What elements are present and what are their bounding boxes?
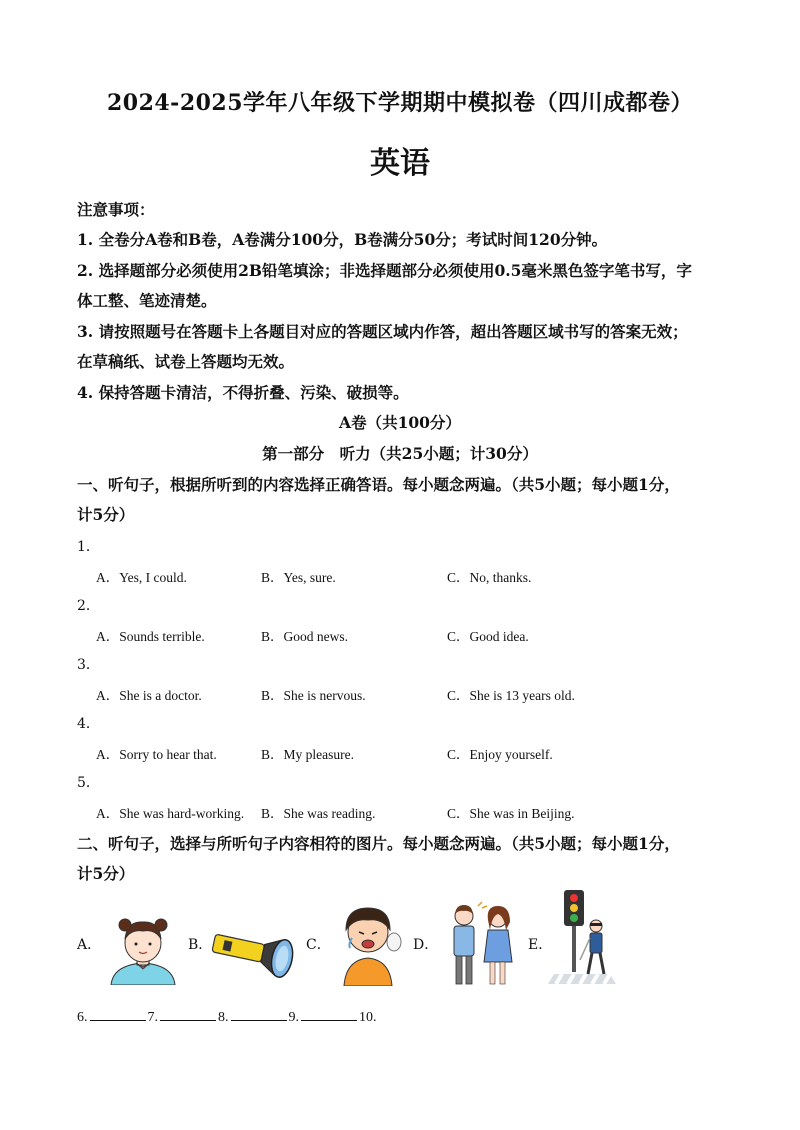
option-a: A．Sounds terrible. [96, 629, 205, 644]
notice-item: 2. 选择题部分必须使用2B铅笔填涂；非选择题部分必须使用0.5毫米黑色签字笔书写，字 [77, 261, 692, 280]
couple-talking-icon [442, 900, 522, 988]
option-a: A．Sorry to hear that. [96, 747, 217, 762]
part1-instruction: 计5分） [77, 505, 135, 524]
notice-item: 在草稿纸、试卷上答题均无效。 [77, 352, 295, 371]
notice-item: 4. 保持答题卡清洁，不得折叠、污染、破损等。 [77, 383, 409, 402]
subject-title: 英语 [370, 146, 430, 181]
picture-label-d: D． [413, 937, 439, 953]
girl-portrait-icon [105, 915, 181, 985]
answer-blank[interactable] [160, 1006, 216, 1021]
option-a: A．Yes, I could. [96, 570, 187, 585]
picture-label-e: E． [528, 937, 553, 953]
blank-label: 7. [147, 1010, 158, 1025]
blank-label: 8. [218, 1010, 229, 1025]
question-number: 2． [77, 598, 100, 614]
question-number: 5． [77, 775, 100, 791]
blank-label: 6. [77, 1010, 88, 1025]
notice-item: 1. 全卷分A卷和B卷，A卷满分100分，B卷满分50分；考试时间120分钟。 [77, 230, 608, 249]
notice-heading: 注意事项： [77, 200, 155, 219]
question-number: 1． [77, 539, 100, 555]
picture-label-b: B． [188, 937, 213, 953]
traffic-light-crosswalk-icon [546, 888, 618, 988]
notice-item: 体工整、笔迹清楚。 [77, 291, 217, 310]
option-b: B．My pleasure. [261, 747, 354, 762]
part2-instruction: 二、听句子，选择与所听句子内容相符的图片。每小题念两遍。（共5小题；每小题1分， [77, 834, 680, 853]
part-heading: 第一部分 听力（共25小题；计30分） [262, 444, 538, 463]
flashlight-icon [208, 925, 304, 987]
notice-item: 3. 请按照题号在答题卡上各题目对应的答题区域内作答，超出答题区域书写的答案无效； [77, 322, 688, 341]
answer-blanks [77, 1006, 377, 1026]
option-b: B．Yes, sure. [261, 570, 336, 585]
part1-instruction: 一、听句子，根据所听到的内容选择正确答语。每小题念两遍。（共5小题；每小题1分， [77, 475, 680, 494]
option-c: C．She is 13 years old. [447, 688, 575, 703]
option-b: B．Good news. [261, 629, 348, 644]
option-c: C．She was in Beijing. [447, 806, 575, 821]
option-c: C．No, thanks. [447, 570, 532, 585]
picture-label-c: C． [306, 937, 331, 953]
option-c: C．Good idea. [447, 629, 529, 644]
part2-instruction: 计5分） [77, 864, 135, 883]
volume-heading: A卷（共100分） [339, 413, 461, 432]
question-number: 4． [77, 716, 100, 732]
answer-blank[interactable] [301, 1006, 357, 1021]
page-title: 2024-2025学年八年级下学期期中模拟卷（四川成都卷） [106, 90, 694, 116]
blank-label: 10. [359, 1010, 377, 1025]
option-b: B．She is nervous. [261, 688, 366, 703]
blank-label: 9. [288, 1010, 299, 1025]
answer-blank[interactable] [90, 1006, 146, 1021]
sneezing-girl-icon [330, 902, 406, 986]
question-number: 3． [77, 657, 100, 673]
picture-label-a: A． [77, 937, 102, 953]
option-a: A．She is a doctor. [96, 688, 202, 703]
option-b: B．She was reading. [261, 806, 376, 821]
option-a: A．She was hard-working. [96, 806, 245, 821]
answer-blank[interactable] [231, 1006, 287, 1021]
option-c: C．Enjoy yourself. [447, 747, 553, 762]
